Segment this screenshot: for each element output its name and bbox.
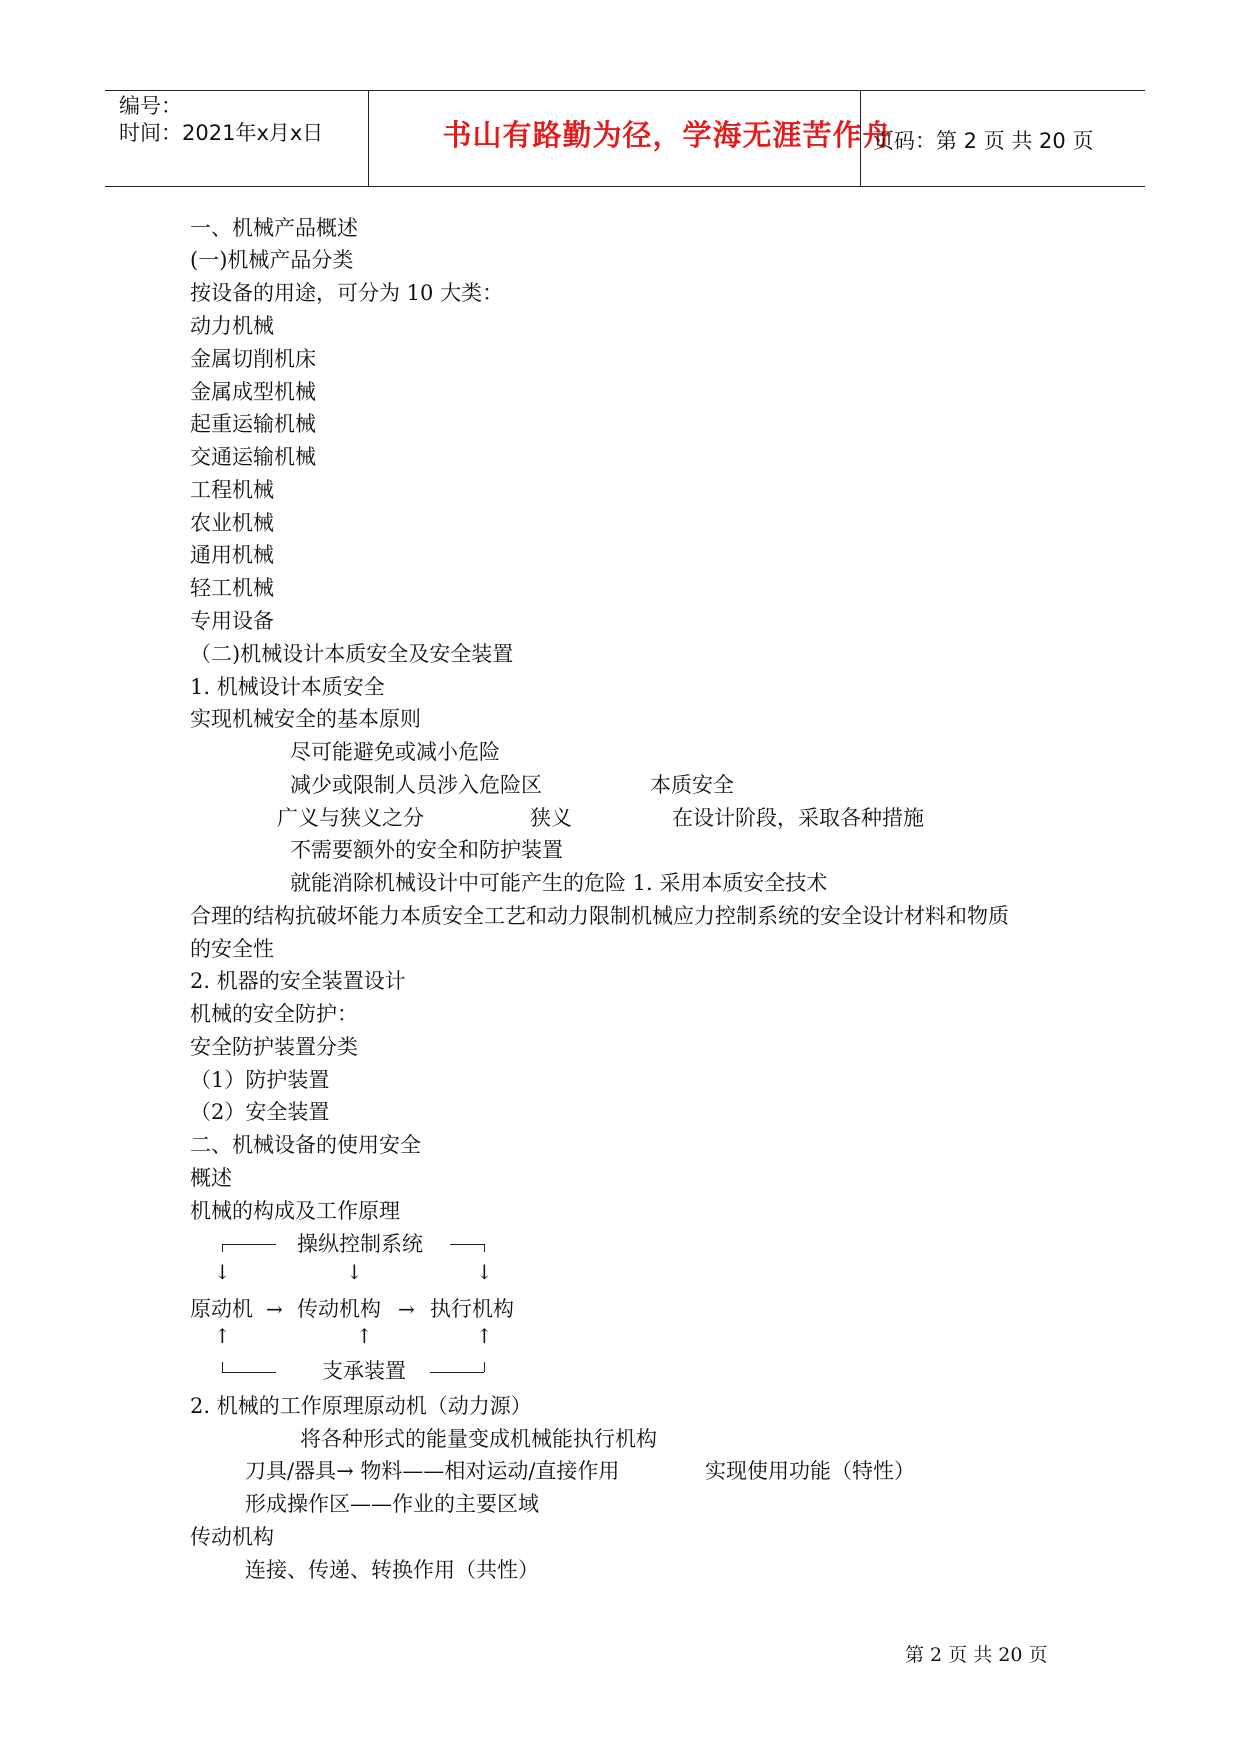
list-item: （1）防护装置 [190,1068,330,1092]
text-line: 减少或限制人员涉入危险区 [290,773,542,797]
text-line: 连接、传递、转换作用（共性） [245,1558,539,1582]
text-line: 机械的安全防护： [190,1002,358,1026]
text-line: 形成操作区——作业的主要区域 [245,1492,539,1516]
list-item: 交通运输机械 [190,445,316,469]
page-header [105,90,1145,187]
text-line: 2. 机器的安全装置设计 [190,969,406,993]
list-item: 动力机械 [190,314,274,338]
number-label: 编号： [119,94,182,118]
list-item: （2）安全装置 [190,1100,330,1124]
text-line: 狭义 [530,806,572,830]
text-line: 尽可能避免或减小危险 [290,740,500,764]
down-arrow-icon: ↓ [476,1260,493,1284]
page-footer: 第 2 页 共 20 页 [905,1644,1048,1666]
diagram-bracket-line [484,1244,485,1252]
diagram-bracket-line [222,1244,223,1252]
text-line: 安全防护装置分类 [190,1035,358,1059]
list-item: 金属切削机床 [190,347,316,371]
subsection-heading: (一)机械产品分类 [190,248,354,272]
up-arrow-icon: ↑ [476,1324,493,1348]
text-line: 合理的结构抗破坏能力本质安全工艺和动力限制机械应力控制系统的安全设计材料和物质 [190,904,1009,928]
text-line: 不需要额外的安全和防护装置 [290,838,563,862]
diagram-support: 支承装置 [322,1359,406,1383]
list-item: 通用机械 [190,543,274,567]
header-page-label: 页码：第 2 页 共 20 页 [873,129,1094,153]
time-label: 时间：2021年x月x日 [119,121,324,145]
header-left [119,93,369,147]
list-item: 工程机械 [190,478,274,502]
section-heading: 二、机械设备的使用安全 [190,1133,421,1157]
section-heading: 一、机械产品概述 [190,216,358,240]
subsection-heading: （二)机械设计本质安全及安全装置 [190,642,514,666]
text-line: 传动机构 [190,1525,274,1549]
header-divider [368,91,369,186]
text-line: 按设备的用途，可分为 10 大类： [190,281,504,305]
text-line: 本质安全 [650,773,734,797]
down-arrow-icon: ↓ [346,1260,363,1284]
text-line: 将各种形式的能量变成机械能执行机构 [300,1427,657,1451]
text-line: 实现机械安全的基本原则 [190,707,421,731]
down-arrow-icon: ↓ [214,1260,231,1284]
header-motto: 书山有路勤为径，学海无涯苦作舟 [442,118,893,152]
up-arrow-icon: ↑ [214,1324,231,1348]
diagram-executive: 执行机构 [430,1297,514,1321]
diagram-bracket-line [450,1244,484,1245]
up-arrow-icon: ↑ [356,1324,373,1348]
text-line: 实现使用功能（特性） [705,1459,915,1483]
text-line: 在设计阶段，采取各种措施 [672,806,924,830]
list-item: 专用设备 [190,609,274,633]
text-line: 刀具/器具→ 物料——相对运动/直接作用 [245,1459,620,1483]
diagram-control-system: 操纵控制系统 [297,1232,423,1256]
list-item: 金属成型机械 [190,380,316,404]
diagram-bracket-line [222,1372,276,1373]
diagram-bracket-line [222,1244,276,1245]
text-line: 的安全性 [190,937,274,961]
text-line: 2. 机械的工作原理原动机（动力源） [190,1394,532,1418]
diagram-prime-mover: 原动机 [190,1297,253,1321]
diagram-bracket-line [222,1362,223,1372]
right-arrow-icon: → [398,1297,415,1321]
text-line: 就能消除机械设计中可能产生的危险 1. 采用本质安全技术 [290,871,828,895]
list-item: 农业机械 [190,511,274,535]
header-divider [860,91,861,186]
diagram-bracket-line [484,1362,485,1372]
text-line: 机械的构成及工作原理 [190,1199,400,1223]
list-item: 轻工机械 [190,576,274,600]
right-arrow-icon: → [266,1297,283,1321]
diagram-bracket-line [430,1372,484,1373]
text-line: 概述 [190,1166,232,1190]
text-line: 广义与狭义之分 [277,806,424,830]
list-item: 起重运输机械 [190,412,316,436]
diagram-transmission: 传动机构 [297,1297,381,1321]
text-line: 1. 机械设计本质安全 [190,675,385,699]
